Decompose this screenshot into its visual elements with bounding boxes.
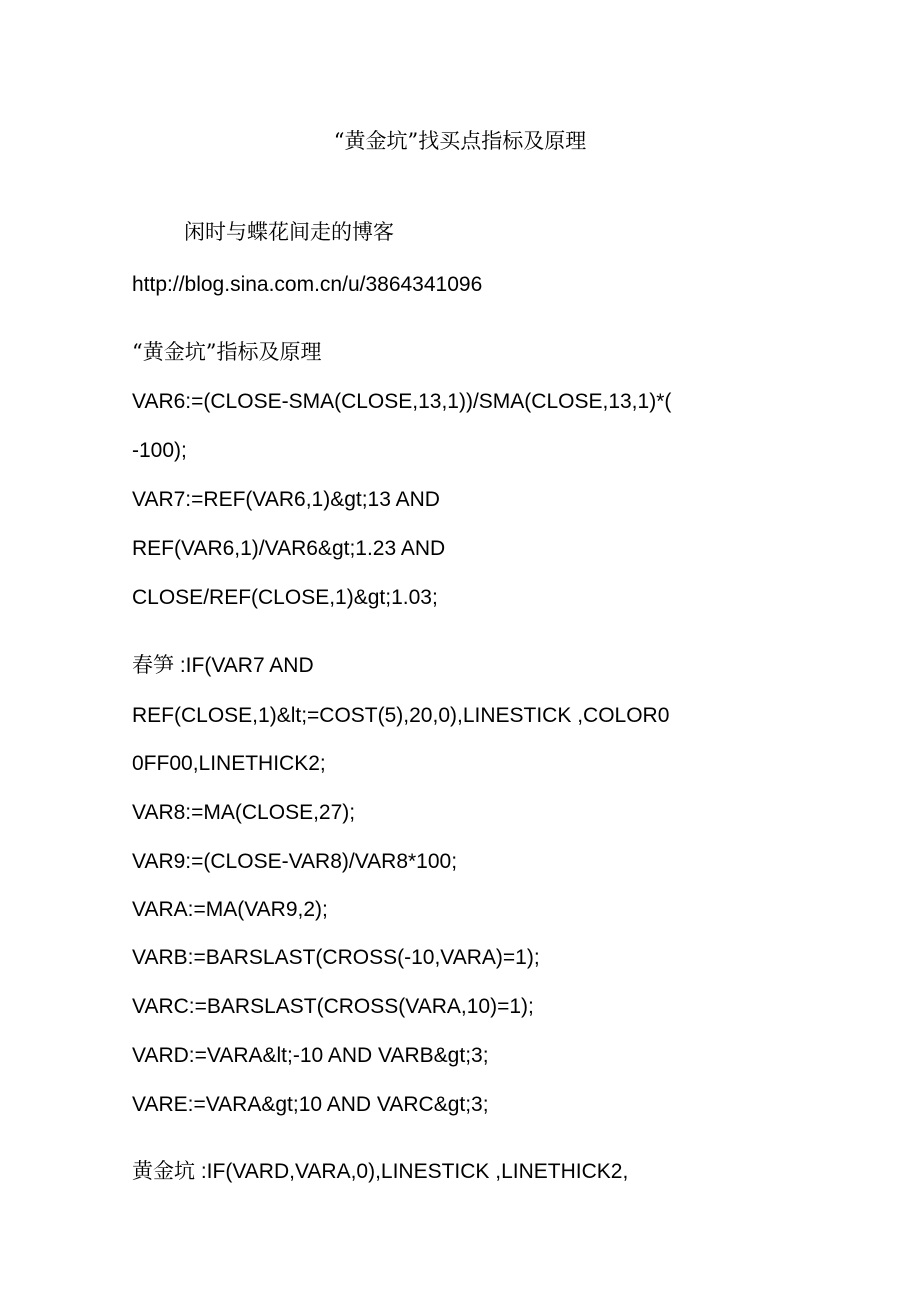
chunsun-formula-line — [132, 655, 314, 676]
code-line: REF(CLOSE,1)&lt;=COST(5),20,0),LINESTICK ,COLOR0 — [132, 704, 670, 727]
code-line: VARC:=BARSLAST(CROSS(VARA,10)=1); — [132, 995, 534, 1018]
code-line: VARB:=BARSLAST(CROSS(-10,VARA)=1); — [132, 946, 540, 969]
code-line: VARA:=MA(VAR9,2); — [132, 898, 328, 921]
chunsun-label: 春笋 — [132, 653, 174, 677]
huangjinkeng-formula-line — [132, 1161, 628, 1182]
chunsun-code: :IF(VAR7 AND — [174, 654, 314, 677]
document-title: “黄金坑”找买点指标及原理 — [333, 129, 587, 153]
blog-url: http://blog.sina.com.cn/u/3864341096 — [132, 273, 483, 296]
section-heading: “黄金坑”指标及原理 — [132, 340, 322, 364]
code-line: VAR9:=(CLOSE-VAR8)/VAR8*100; — [132, 850, 458, 873]
code-line: -100); — [132, 439, 187, 462]
huangjinkeng-code: :IF(VARD,VARA,0),LINESTICK ,LINETHICK2, — [195, 1160, 629, 1183]
code-line: VARE:=VARA&gt;10 AND VARC&gt;3; — [132, 1093, 489, 1116]
code-line: CLOSE/REF(CLOSE,1)&gt;1.03; — [132, 586, 438, 609]
code-line: 0FF00,LINETHICK2; — [132, 752, 326, 775]
blog-author: 闲时与蝶花间走的博客 — [184, 220, 394, 244]
code-line: VAR7:=REF(VAR6,1)&gt;13 AND — [132, 488, 440, 511]
code-line: VARD:=VARA&lt;-10 AND VARB&gt;3; — [132, 1044, 489, 1067]
huangjinkeng-label: 黄金坑 — [132, 1159, 195, 1183]
code-line: VAR6:=(CLOSE-SMA(CLOSE,13,1))/SMA(CLOSE,13,1)*( — [132, 390, 672, 413]
code-line: REF(VAR6,1)/VAR6&gt;1.23 AND — [132, 537, 446, 560]
code-line: VAR8:=MA(CLOSE,27); — [132, 801, 356, 824]
